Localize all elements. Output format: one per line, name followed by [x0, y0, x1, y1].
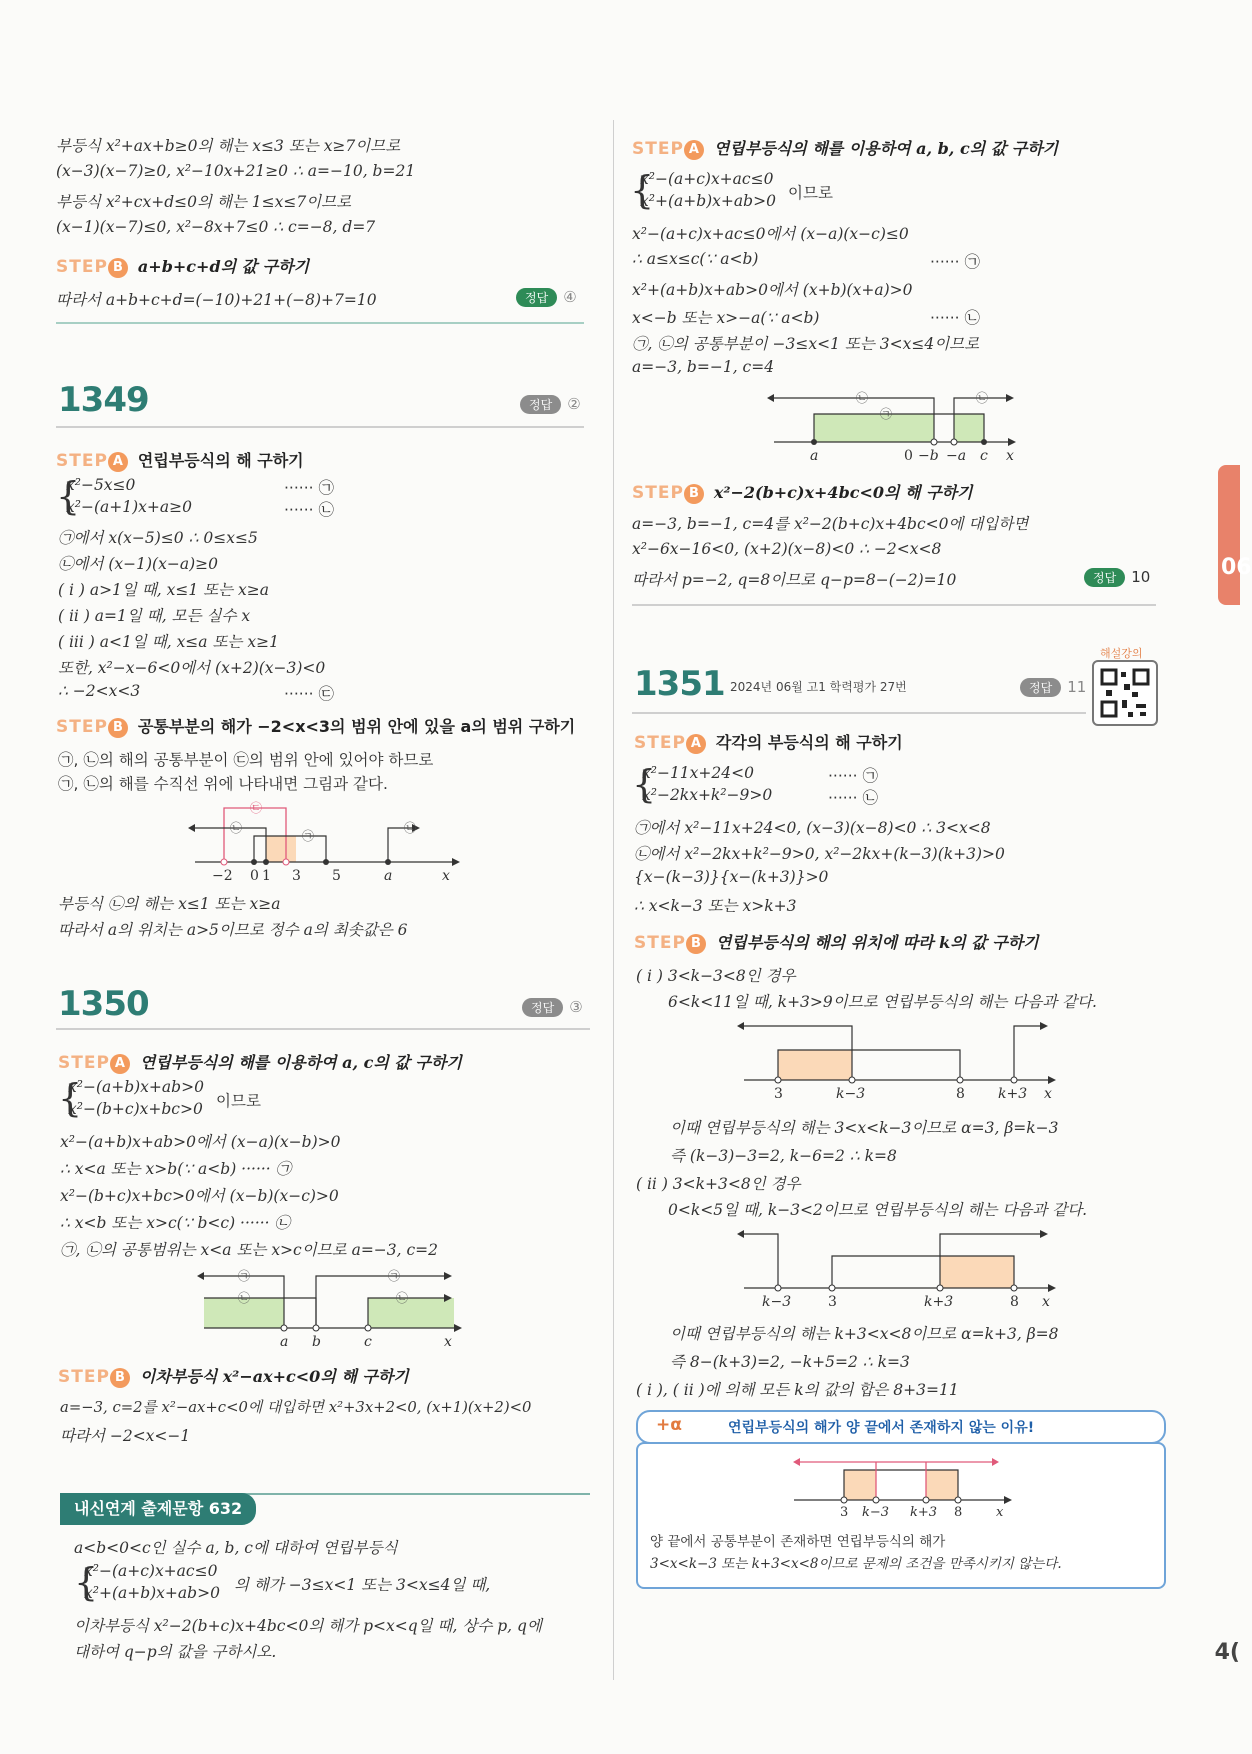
tick-label: a: [384, 868, 393, 884]
text-line: (x−3)(x−7)≥0, x²−10x+21≥0 ∴ a=−10, b=21: [56, 162, 416, 180]
text-line: ㉠에서 x(x−5)≤0 ∴ 0≤x≤5: [58, 529, 258, 547]
tick-label: x: [444, 1334, 452, 1350]
text-line: 부등식 ㉡의 해는 x≤1 또는 x≥a: [58, 895, 281, 913]
system-suffix: 의 해가 −3≤x<1 또는 3<x≤4일 때,: [234, 1576, 491, 1594]
text-line: 부등식 x²+cx+d≤0의 해는 1≤x≤7이므로: [56, 193, 352, 211]
text-line: ∴ x<a 또는 x>b(∵ a<b) ······ ㉠: [60, 1160, 292, 1178]
text-line: 0<k<5일 때, k−3<2이므로 연립부등식의 해는 다음과 같다.: [668, 1201, 1088, 1219]
text-line: ㉠, ㉡의 공통범위는 x<a 또는 x>c이므로 a=−3, c=2: [60, 1241, 439, 1259]
system-row: x²−11x+24<0: [642, 764, 754, 782]
text-line: 부등식 x²+ax+b≥0의 해는 x≤3 또는 x≥7이므로: [56, 137, 401, 155]
answer-badge: 정답 ②: [520, 395, 581, 414]
tick-label: k+3: [998, 1086, 1028, 1102]
system-row: x²+(a+b)x+ab>0: [640, 192, 776, 210]
tick-label: x: [1042, 1294, 1050, 1310]
text-line: 이때 연립부등식의 해는 3<x<k−3이므로 α=3, β=k−3: [670, 1119, 1059, 1137]
text-line: 이차부등식 x²−2(b+c)x+4bc<0의 해가 p<x<q일 때, 상수 p, q에: [74, 1617, 542, 1635]
system-row: x²−(a+c)x+ac≤0: [84, 1562, 218, 1580]
text-line: ∴ −2<x<3: [58, 682, 141, 700]
case-title: ( ii ) 3<k+3<8인 경우: [636, 1175, 801, 1193]
tick-label: 8: [1010, 1294, 1019, 1310]
tick-label: k+3: [910, 1505, 938, 1520]
number-line-diagram: [200, 1262, 462, 1348]
divider: [632, 712, 1086, 714]
tick-label: −b: [918, 448, 939, 464]
tick-label: x: [1006, 448, 1014, 464]
equation-tag: ······ ㉠: [828, 767, 878, 785]
tick-label: k−3: [762, 1294, 792, 1310]
diagram-label: ㉡: [976, 391, 989, 405]
qr-icon: [1094, 662, 1156, 724]
system-row: x²+(a+b)x+ab>0: [84, 1584, 220, 1602]
number-line-diagram: [190, 798, 460, 884]
tick-label: x: [1044, 1086, 1052, 1102]
system-row: x²−5x≤0: [66, 476, 136, 494]
text-line: a=−3, c=2를 x²−ax+c<0에 대입하면 x²+3x+2<0, (x+1)(x+2)<0: [60, 1399, 532, 1416]
number-line-diagram: [770, 388, 1020, 462]
tick-label: k+3: [924, 1294, 954, 1310]
step-a-heading: STEP A 각각의 부등식의 해 구하기: [634, 733, 903, 753]
qr-code[interactable]: [1092, 660, 1158, 726]
inequality-system: { x²−5x≤0 x²−(a+1)x+a≥0 ······ ㉠ ······ ㉡: [56, 474, 334, 519]
tick-label: c: [364, 1334, 372, 1350]
tip-title: 연립부등식의 해가 양 끝에서 존재하지 않는 이유!: [728, 1420, 1035, 1436]
text-line: ( iii ) a<1일 때, x≤a 또는 x≥1: [58, 633, 279, 651]
equation-tag: ······ ㉡: [284, 501, 334, 519]
text-line: 이때 연립부등식의 해는 k+3<x<8이므로 α=k+3, β=8: [670, 1325, 1059, 1343]
diagram-label: ㉠: [880, 407, 893, 421]
tick-label: b: [312, 1334, 321, 1350]
system-row: x²−(a+b)x+ab>0: [68, 1078, 204, 1096]
tick-label: a: [810, 448, 819, 464]
text-line: 6<k<11일 때, k+3>9이므로 연립부등식의 해는 다음과 같다.: [668, 993, 1097, 1011]
final-line: 따라서 a+b+c+d=(−10)+21+(−8)+7=10: [56, 291, 377, 309]
diagram-label: ㉠: [388, 1269, 401, 1283]
solution-region: [368, 1298, 454, 1328]
tick-label: 3: [774, 1086, 783, 1102]
diagram-label: ㉡: [396, 1291, 409, 1305]
step-b-heading: STEP B a+b+c+d의 값 구하기: [56, 257, 310, 277]
problem-number: 1351: [634, 664, 725, 704]
inequality-system: { x²−(a+c)x+ac≤0 x²+(a+b)x+ab>0 의 해가 −3≤x<1 또는 3<x≤4일 때,: [74, 1560, 491, 1604]
text-line: x²−(a+b)x+ab>0에서 (x−a)(x−b)>0: [60, 1133, 341, 1151]
tick-label: 3: [840, 1505, 849, 1520]
tick-label: 1: [262, 868, 271, 884]
answer-badge: 정답 ③: [522, 998, 583, 1017]
text-line: {x−(k−3)}{x−(k+3)}>0: [634, 868, 829, 886]
divider: [56, 426, 584, 428]
solution-region: [926, 1470, 958, 1500]
step-b-heading: STEP B 연립부등식의 해의 위치에 따라 k의 값 구하기: [634, 933, 1039, 953]
text-line: ㉠, ㉡의 공통부분이 −3≤x<1 또는 3<x≤4이므로: [632, 335, 980, 353]
text-line: 따라서 a의 위치는 a>5이므로 정수 a의 최솟값은 6: [58, 921, 408, 939]
text-line: ㉡에서 (x−1)(x−a)≥0: [58, 555, 218, 573]
equation-tag: ······ ㉠: [930, 253, 980, 271]
tick-label: a: [280, 1334, 289, 1350]
step-a-heading: STEP A 연립부등식의 해를 이용하여 a, c의 값 구하기: [58, 1053, 462, 1073]
text-line: ∴ a≤x≤c(∵ a<b): [632, 250, 759, 268]
inequality-system: { x²−(a+b)x+ab>0 x²−(b+c)x+bc>0 이므로: [58, 1076, 261, 1120]
problem-number: 1349: [58, 380, 149, 420]
system-row: x²−(a+c)x+ac≤0: [640, 170, 774, 188]
tick-label: c: [980, 448, 988, 464]
tick-label: −2: [212, 868, 233, 884]
text-line: 즉 (k−3)−3=2, k−6=2 ∴ k=8: [670, 1147, 897, 1165]
diagram-label: ㉡: [230, 821, 243, 835]
page-number: 4(: [1214, 1640, 1240, 1665]
tip-line: 3<x<k−3 또는 k+3<x<8이므로 문제의 조건을 만족시키지 않는다.: [650, 1556, 1062, 1572]
text-line: 또한, x²−x−6<0에서 (x+2)(x−3)<0: [58, 659, 326, 677]
text-line: ( ii ) a=1일 때, 모든 실수 x: [58, 607, 251, 625]
text-line: a=−3, b=−1, c=4: [632, 358, 775, 376]
step-a-heading: STEP A 연립부등식의 해 구하기: [56, 451, 304, 471]
text-line: 즉 8−(k+3)=2, −k+5=2 ∴ k=3: [670, 1353, 910, 1371]
answer-badge: 정답 11: [1020, 678, 1086, 697]
text-line: ∴ x<k−3 또는 x>k+3: [634, 897, 797, 915]
text-line: 대하여 q−p의 값을 구하시오.: [74, 1643, 277, 1661]
conclusion-line: ( i ), ( ii )에 의해 모든 k의 값의 합은 8+3=11: [636, 1381, 959, 1399]
solution-region: [940, 1256, 1014, 1288]
equation-tag: ······ ㉢: [284, 685, 334, 703]
tick-label: 0: [904, 448, 913, 464]
number-line-diagram: [740, 1224, 1060, 1308]
divider: [56, 1028, 590, 1030]
answer-badge: 정답 ④: [516, 288, 577, 307]
text-line: x²−(b+c)x+bc>0에서 (x−b)(x−c)>0: [60, 1187, 339, 1205]
text-line: 따라서 −2<x<−1: [60, 1427, 191, 1445]
step-b-heading: STEP B 이차부등식 x²−ax+c<0의 해 구하기: [58, 1367, 409, 1387]
system-suffix: 이므로: [788, 184, 833, 202]
tip-header: [636, 1410, 1166, 1444]
system-row: x²−(b+c)x+bc>0: [68, 1100, 203, 1118]
text-line: ㉠에서 x²−11x+24<0, (x−3)(x−8)<0 ∴ 3<x<8: [634, 819, 991, 837]
tick-label: x: [996, 1505, 1004, 1520]
tick-label: 3: [828, 1294, 837, 1310]
text-line: ( i ) a>1일 때, x≤1 또는 x≥a: [58, 581, 270, 599]
text-line: ∴ x<b 또는 x>c(∵ b<c) ······ ㉡: [60, 1214, 291, 1232]
naesin-label: 내신연계 출제문항 632: [60, 1493, 256, 1525]
tick-label: 8: [956, 1086, 965, 1102]
text-line: x²+(a+b)x+ab>0에서 (x+b)(x+a)>0: [632, 281, 913, 299]
step-b-heading: STEP B x²−2(b+c)x+4bc<0의 해 구하기: [632, 483, 973, 503]
system-suffix: 이므로: [216, 1092, 261, 1110]
inequality-system: { x²−11x+24<0 x²−2kx+k²−9>0 ······ ㉠ ······ ㉡: [632, 762, 878, 807]
equation-tag: ······ ㉡: [828, 789, 878, 807]
qr-label: 해설강의: [1100, 647, 1143, 660]
diagram-label: ㉠: [302, 829, 315, 843]
solution-region: [778, 1050, 852, 1080]
solution-region: [814, 414, 934, 442]
text-line: (x−1)(x−7)≤0, x²−8x+7≤0 ∴ c=−8, d=7: [56, 218, 376, 236]
tick-label: k−3: [862, 1505, 890, 1520]
equation-tag: ······ ㉠: [284, 479, 334, 497]
text-line: 따라서 p=−2, q=8이므로 q−p=8−(−2)=10: [632, 571, 957, 589]
text-line: a<b<0<c인 실수 a, b, c에 대하여 연립부등식: [74, 1539, 398, 1557]
text-line: x²−(a+c)x+ac≤0에서 (x−a)(x−c)≤0: [632, 225, 909, 243]
text-line: a=−3, b=−1, c=4를 x²−2(b+c)x+4bc<0에 대입하면: [632, 515, 1029, 533]
diagram-label: ㉡: [404, 821, 417, 835]
tick-label: x: [442, 868, 450, 884]
tip-plus: +α: [656, 1415, 682, 1435]
tick-label: 3: [292, 868, 301, 884]
tick-label: 8: [954, 1505, 963, 1520]
text-line: x²−6x−16<0, (x+2)(x−8)<0 ∴ −2<x<8: [632, 540, 942, 558]
inequality-system: { x²−(a+c)x+ac≤0 x²+(a+b)x+ab>0 이므로: [630, 168, 833, 212]
tip-line: 양 끝에서 공통부분이 존재하면 연립부등식의 해가: [650, 1534, 946, 1550]
step-b-heading: STEP B 공통부분의 해가 −2<x<3의 범위 안에 있을 a의 범위 구하기: [56, 717, 576, 737]
divider: [56, 322, 584, 324]
equation-tag: ······ ㉡: [930, 309, 980, 327]
solution-region: [266, 836, 296, 862]
text-line: ㉡에서 x²−2kx+k²−9>0, x²−2kx+(k−3)(k+3)>0: [634, 845, 1005, 863]
problem-source: 2024년 06월 고1 학력평가 27번: [730, 680, 907, 694]
solution-region: [954, 414, 984, 442]
case-title: ( i ) 3<k−3<8인 경우: [636, 967, 796, 985]
diagram-label: ㉠: [238, 1269, 251, 1283]
step-a-heading: STEP A 연립부등식의 해를 이용하여 a, b, c의 값 구하기: [632, 139, 1059, 159]
system-row: x²−(a+1)x+a≥0: [66, 498, 192, 516]
system-row: x²−2kx+k²−9>0: [642, 786, 773, 804]
text-line: x<−b 또는 x>−a(∵ a<b): [632, 309, 820, 327]
chapter-side-tab: 06: [1218, 465, 1240, 605]
divider: [632, 604, 1156, 606]
tick-label: 0: [250, 868, 259, 884]
tick-label: k−3: [836, 1086, 866, 1102]
column-divider: [613, 120, 614, 1680]
tick-label: −a: [946, 448, 967, 464]
diagram-label: ㉢: [250, 801, 263, 815]
tick-label: 5: [332, 868, 341, 884]
diagram-label: ㉡: [238, 1291, 251, 1305]
diagram-label: ㉡: [856, 391, 869, 405]
text-line: ㉠, ㉡의 해를 수직선 위에 나타내면 그림과 같다.: [58, 775, 388, 793]
solution-region: [844, 1470, 876, 1500]
text-line: ㉠, ㉡의 해의 공통부분이 ㉢의 범위 안에 있어야 하므로: [58, 751, 434, 769]
problem-number: 1350: [58, 984, 149, 1024]
number-line-diagram: [740, 1018, 1060, 1100]
number-line-diagram: [790, 1448, 1020, 1520]
answer-badge: 정답 10: [1084, 568, 1150, 587]
